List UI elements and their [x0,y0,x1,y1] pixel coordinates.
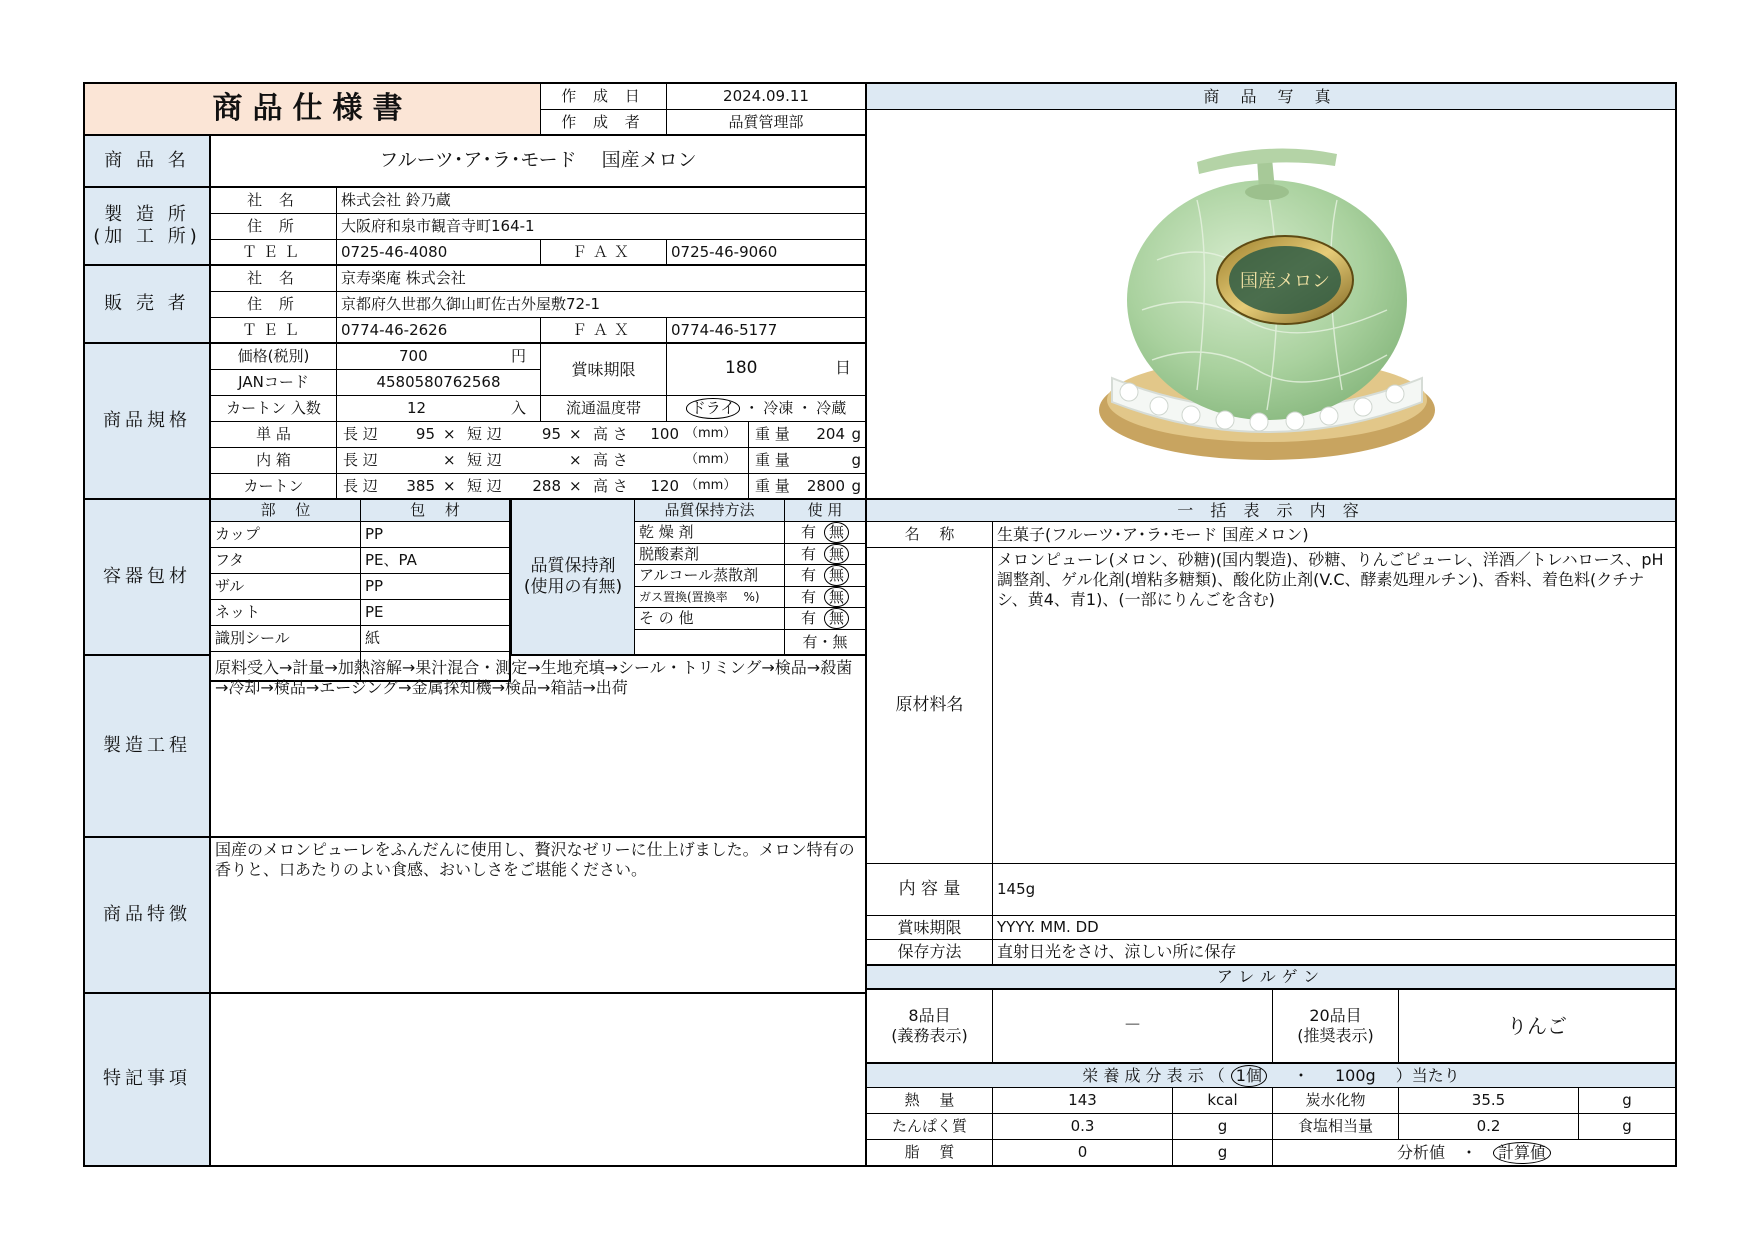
dim-row-name: カートン [211,474,337,500]
author: 品質管理部 [667,110,867,136]
jan-code: 4580580762568 [337,370,541,396]
seller-fax: 0774-46-5177 [667,318,867,344]
agent-use [785,565,867,587]
best-before-label: 賞味期限 [867,916,993,940]
manufacturer-tel: 0725-46-4080 [337,240,541,266]
pack-part: ネット [211,600,361,626]
shelf-life-label: 賞味期限 [541,344,667,396]
wid-value: 288 [532,477,561,495]
energy-label: 熱 量 [867,1088,993,1114]
weight-cell [749,448,867,474]
agent-label: 品質保持剤 (使用の有無) [511,500,635,656]
created-date-label: 作 成 日 [541,84,667,110]
labeling-label: 一 括 表 示 内 容 [867,500,1675,522]
pack-material: PP [361,522,511,548]
fat-label: 脂 質 [867,1140,993,1165]
wt-label: 重 量 [755,425,790,443]
per-suffix: ）当たり [1395,1065,1460,1085]
carton-qty-unit: 入 [510,399,526,417]
fat-unit: g [1173,1140,1273,1165]
hgt-value: 120 [650,477,679,495]
product-name: フルーツ･ア･ラ･モード 国産メロン [211,136,867,188]
len-label: 長 辺 [343,425,378,443]
manufacturer-address-label: 住 所 [211,214,337,240]
agent-no: 無 [824,608,849,629]
wid-label: 短 辺 [467,425,502,443]
per-piece: 1個 [1231,1065,1267,1087]
manufacturer-fax: 0725-46-9060 [667,240,867,266]
manufacturer-company-label: 社 名 [211,188,337,214]
len-value: 385 [406,477,435,495]
part-header: 部 位 [211,500,361,522]
temp-dry: ドライ [686,398,741,419]
energy-unit: kcal [1173,1088,1273,1114]
calculated-value: 計算値 [1493,1142,1551,1164]
x-sign: × [569,477,582,495]
len-value: 95 [415,425,435,443]
per-weight: 100g [1335,1065,1376,1085]
wt-value: 204 [816,425,845,443]
protein-label: たんぱく質 [867,1114,993,1140]
temp-sep-2: ・ [797,399,813,418]
pack-material: PE、PA [361,548,511,574]
wid-label: 短 辺 [467,477,502,495]
carb-label: 炭水化物 [1273,1088,1399,1114]
method-header: 品質保持方法 [635,500,785,522]
process-text: 原料受入→計量→加熱溶解→果汁混合・測定→生地充填→シール・トリミング→検品→殺菌→冷却→検品→エージング→金属探知機→検品→箱詰→出荷 [211,656,867,838]
pack-part: フタ [211,548,361,574]
len-label: 長 辺 [343,477,378,495]
ingredients-label: 原材料名 [867,548,993,864]
shelf-life-unit: 日 [834,358,851,377]
seller-company-label: 社 名 [211,266,337,292]
agent-yes: 有 [800,544,816,563]
carton-qty-label: カートン 入数 [211,396,337,422]
per-sep: ・ [1292,1065,1309,1085]
storage: 直射日光をさけ、涼しい所に保存 [993,940,1675,966]
temp-chill: 冷蔵 [816,399,847,418]
spec-sheet [83,82,1677,1167]
fat: 0 [993,1140,1173,1165]
storage-label: 保存方法 [867,940,993,966]
manufacturer-label: 製 造 所 (加 工 所) [85,188,211,266]
x-sign: × [443,477,456,495]
seller-address: 京都府久世郡久御山町佐古外屋敷72-1 [337,292,867,318]
agent-name: ガス置換(置換率 %) [635,587,785,609]
agent-yes: 有 [800,609,816,628]
energy: 143 [993,1088,1173,1114]
allergen-label: アレルゲン [867,966,1675,990]
features-label: 商品特徴 [85,838,211,994]
protein-unit: g [1173,1114,1273,1140]
weight-cell [749,474,867,500]
wt-value: 2800 [806,477,845,495]
pack-material: 紙 [361,626,511,652]
seller-fax-label: ＦＡＸ [541,318,667,344]
spec-label: 商品規格 [85,344,211,500]
g-unit: g [851,451,861,469]
dim-row [337,422,749,448]
process-label: 製造工程 [85,656,211,838]
agent-use [785,522,867,544]
use-header: 使 用 [785,500,867,522]
dim-row-name: 内 箱 [211,448,337,474]
analysis-sep: ・ [1460,1142,1477,1162]
material-header: 包 材 [361,500,511,522]
price-label: 価格(税別) [211,344,337,370]
weight-cell [749,422,867,448]
g-unit: g [851,425,861,443]
mm-unit: （mm） [685,478,737,493]
agent-use [785,608,867,630]
agent-use [785,544,867,566]
g-unit: g [851,477,861,495]
pack-material: PP [361,574,511,600]
calc-method [1273,1140,1675,1165]
mandatory-value: － [993,990,1273,1064]
volume-label: 内 容 量 [867,864,993,916]
agent-no: 無 [824,587,849,608]
volume: 145g [993,864,1675,916]
pack-material: PE [361,600,511,626]
agent-name: アルコール蒸散剤 [635,565,785,587]
packaging-label: 容器包材 [85,500,211,656]
price-cell [337,344,541,370]
notes-label: 特記事項 [85,994,211,1165]
notes-text [211,994,867,1165]
created-date: 2024.09.11 [667,84,867,110]
seller-tel-label: ＴＥＬ [211,318,337,344]
price-unit: 円 [510,347,526,365]
hgt-label: 高 さ [593,451,628,469]
recommended-label: 20品目 (推奨表示) [1273,990,1399,1064]
wt-label: 重 量 [755,451,790,469]
agent-name: そ の 他 [635,608,785,630]
agent-yes: 有 [800,587,816,606]
agent-no: 無 [824,544,849,565]
page-title: 商品仕様書 [85,84,541,136]
pack-part: カップ [211,522,361,548]
wid-label: 短 辺 [467,451,502,469]
seller-label: 販 売 者 [85,266,211,344]
mm-unit: （mm） [685,426,737,441]
salt-label: 食塩相当量 [1273,1114,1399,1140]
pack-part: ザル [211,574,361,600]
seller-tel: 0774-46-2626 [337,318,541,344]
temp-sep-1: ・ [744,399,760,418]
carb: 35.5 [1399,1088,1579,1114]
shelf-life: 180 [725,358,758,378]
manufacturer-tel-label: ＴＥＬ [211,240,337,266]
ingredients: メロンピューレ(メロン、砂糖)(国内製造)、砂糖、りんごピューレ、洋酒／トレハロース、pH調整剤、ゲル化剤(増粘多糖類)、酸化防止剤(V.C、酵素処理ルチン)、香料、着色料(クチナシ、黄4、青1)、(一部にりんごを含む) [993,548,1675,864]
salt: 0.2 [1399,1114,1579,1140]
hgt-label: 高 さ [593,477,628,495]
carton-qty: 12 [407,399,427,417]
product-name-label: 商 品 名 [85,136,211,188]
carton-qty-cell [337,396,541,422]
jan-label: JANコード [211,370,337,396]
agent-no: 無 [824,522,849,543]
agent-name: 乾 燥 剤 [635,522,785,544]
agent-blank-use: 有・無 [785,630,867,656]
manufacturer-address: 大阪府和泉市観音寺町164-1 [337,214,867,240]
x-sign: × [569,451,582,469]
nutrition-header [867,1064,1675,1088]
agent-use [785,587,867,609]
agent-blank [635,630,785,656]
product-photo [867,110,1675,500]
photo-label: 商 品 写 真 [867,84,1675,110]
seller-company: 京寿楽庵 株式会社 [337,266,867,292]
mandatory-label: 8品目 (義務表示) [867,990,993,1064]
pack-part: 識別シール [211,626,361,652]
shelf-life-cell [667,344,867,396]
labeling-name: 生菓子(フルーツ･ア･ラ･モード 国産メロン) [993,522,1675,548]
nutrition-label: 栄 養 成 分 表 示 （ [1082,1065,1225,1085]
len-label: 長 辺 [343,451,378,469]
manufacturer-company: 株式会社 鈴乃蔵 [337,188,867,214]
best-before: YYYY. MM. DD [993,916,1675,940]
dim-row [337,448,749,474]
dim-row-name: 単 品 [211,422,337,448]
wid-value: 95 [541,425,561,443]
melon-jelly-image [867,110,1675,498]
agent-yes: 有 [800,522,816,541]
hgt-label: 高 さ [593,425,628,443]
temp-label: 流通温度帯 [541,396,667,422]
author-label: 作 成 者 [541,110,667,136]
temp-frozen: 冷凍 [763,399,794,418]
wt-label: 重 量 [755,477,790,495]
x-sign: × [443,425,456,443]
carb-unit: g [1579,1088,1675,1114]
salt-unit: g [1579,1114,1675,1140]
x-sign: × [569,425,582,443]
name-label: 名 称 [867,522,993,548]
seller-address-label: 住 所 [211,292,337,318]
agent-no: 無 [824,565,849,586]
features-text: 国産のメロンピューレをふんだんに使用し、贅沢なゼリーに仕上げました。メロン特有の香りと、口あたりのよい食感、おいしさをご堪能ください。 [211,838,867,994]
agent-yes: 有 [800,566,816,585]
x-sign: × [443,451,456,469]
price: 700 [399,347,428,365]
agent-name: 脱酸素剤 [635,544,785,566]
hgt-value: 100 [650,425,679,443]
dim-row [337,474,749,500]
recommended-value: りんご [1399,990,1675,1064]
temp-options [667,396,867,422]
seal-text: 国産メロン [1240,271,1330,292]
mm-unit: （mm） [685,452,737,467]
protein: 0.3 [993,1114,1173,1140]
analysis-value: 分析値 [1396,1142,1445,1162]
manufacturer-fax-label: ＦＡＸ [541,240,667,266]
